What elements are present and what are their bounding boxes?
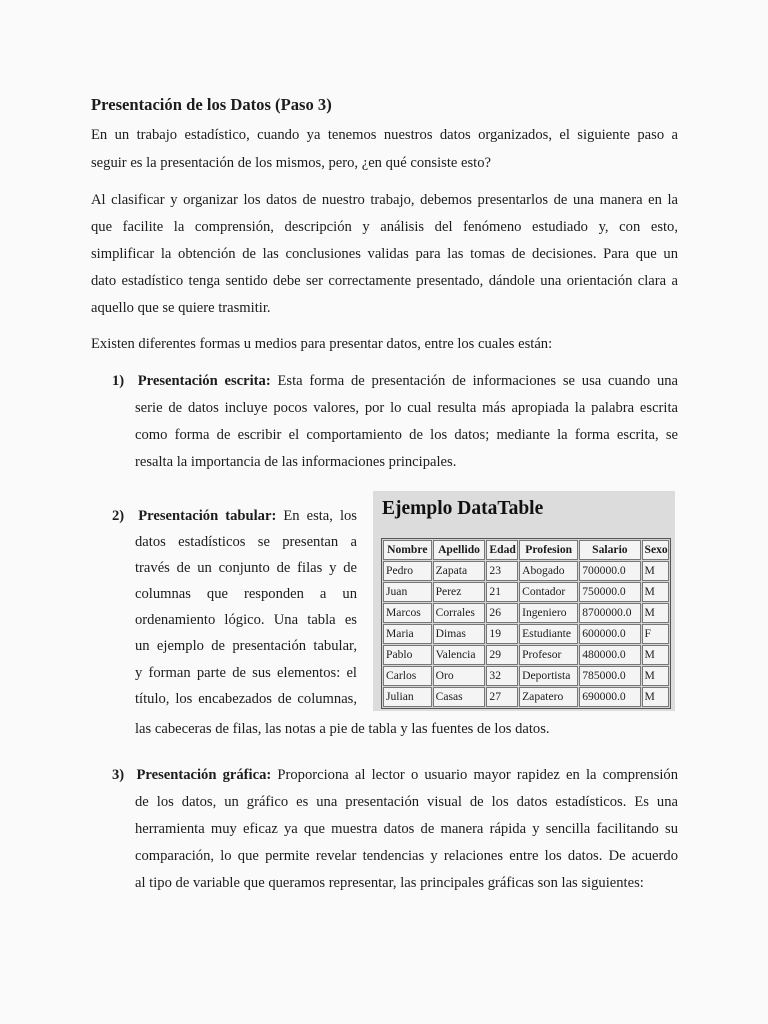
table-cell: Carlos — [383, 666, 432, 686]
table-cell: M — [642, 582, 669, 602]
table-row — [383, 582, 669, 602]
table-cell: 32 — [486, 666, 518, 686]
table-cell: 23 — [486, 561, 518, 581]
table-cell: Estudiante — [519, 624, 578, 644]
figure-title: Ejemplo DataTable — [382, 498, 544, 519]
table-cell: 26 — [486, 603, 518, 623]
table-cell: M — [642, 666, 669, 686]
table-cell: 19 — [486, 624, 518, 644]
item-number: 2) — [112, 508, 125, 524]
list-item-escrita — [112, 372, 678, 390]
table-row — [383, 561, 669, 581]
table-cell: Casas — [433, 687, 486, 707]
table-cell: Dimas — [433, 624, 486, 644]
item-line: al tipo de variable que queramos representar, las principales gráficas son las siguientes: — [135, 875, 644, 891]
item-line: resalta la importancia de las informaciones principales. — [135, 454, 457, 470]
item-line: comparación, lo que permite revelar tendencias y relaciones entre los datos. De acuerdo — [135, 848, 678, 864]
list-item-grafica — [112, 766, 678, 784]
table-cell: Ingeniero — [519, 603, 578, 623]
table-cell: Pedro — [383, 561, 432, 581]
table-cell: Contador — [519, 582, 578, 602]
page-title: Presentación de los Datos (Paso 3) — [91, 95, 332, 114]
table-cell: M — [642, 561, 669, 581]
paragraph-line: que facilite la comprensión, descripción y análisis del fenómeno estudiado y, con esto, — [91, 219, 678, 235]
column-header: Apellido — [433, 540, 486, 560]
table-cell: Marcos — [383, 603, 432, 623]
item-line: serie de datos incluye pocos valores, por lo cual resulta más apropiada la palabra escrita — [135, 400, 678, 416]
table-cell: Oro — [433, 666, 486, 686]
table-cell: Deportista — [519, 666, 578, 686]
table-cell: 700000.0 — [579, 561, 640, 581]
item-text: En esta, los — [283, 508, 357, 524]
table-row — [383, 645, 669, 665]
table-cell: Perez — [433, 582, 486, 602]
table-cell: 750000.0 — [579, 582, 640, 602]
datatable-figure — [373, 491, 675, 711]
list-item-tabular — [112, 507, 357, 525]
paragraph-line: Existen diferentes formas u medios para presentar datos, entre los cuales están: — [91, 336, 553, 352]
item-number: 3) — [112, 767, 125, 783]
table-cell: Pablo — [383, 645, 432, 665]
table-cell: F — [642, 624, 669, 644]
table-cell: M — [642, 645, 669, 665]
table-cell: 27 — [486, 687, 518, 707]
column-header: Nombre — [383, 540, 432, 560]
item-text: Proporciona al lector o usuario mayor rapidez en la comprensión — [277, 767, 679, 783]
table-cell: Valencia — [433, 645, 486, 665]
item-number: 1) — [112, 373, 125, 389]
table-cell: 690000.0 — [579, 687, 640, 707]
item-line: columnas que responden a un — [135, 586, 357, 602]
table-cell: Zapatero — [519, 687, 578, 707]
paragraph-line: dato estadístico tenga sentido debe ser correctamente presentado, dándole una orientación clara a — [91, 273, 678, 289]
column-header: Salario — [579, 540, 640, 560]
paragraph-line: simplificar la obtención de las conclusiones validas para las tomas de decisiones. Para que un — [91, 246, 678, 262]
column-header: Edad — [486, 540, 518, 560]
item-line: un ejemplo de presentación tabular, — [135, 638, 357, 654]
table-cell: 29 — [486, 645, 518, 665]
table-cell: 785000.0 — [579, 666, 640, 686]
item-line: título, los encabezados de columnas, — [135, 691, 357, 707]
item-line: través de un conjunto de filas y de — [135, 560, 357, 576]
table-cell: Julian — [383, 687, 432, 707]
table-row — [383, 666, 669, 686]
item-text: Esta forma de presentación de informaciones se usa cuando una — [277, 373, 679, 389]
intro-line: En un trabajo estadístico, cuando ya tenemos nuestros datos organizados, el siguiente paso a — [91, 127, 678, 143]
table-cell: Zapata — [433, 561, 486, 581]
table-cell: M — [642, 603, 669, 623]
table-cell: 600000.0 — [579, 624, 640, 644]
table-header-row — [383, 540, 669, 560]
item-line: ordenamiento lógico. Una tabla es — [135, 612, 357, 628]
item-line: datos estadísticos se presentan a — [135, 534, 357, 550]
table-cell: Maria — [383, 624, 432, 644]
table-cell: 480000.0 — [579, 645, 640, 665]
table-cell: 8700000.0 — [579, 603, 640, 623]
data-table — [381, 538, 671, 709]
column-header: Sexo — [642, 540, 669, 560]
table-cell: Juan — [383, 582, 432, 602]
intro-line: seguir es la presentación de los mismos, pero, ¿en qué consiste esto? — [91, 155, 492, 171]
table-cell: M — [642, 687, 669, 707]
item-term: Presentación tabular: — [138, 508, 277, 524]
table-cell: Corrales — [433, 603, 486, 623]
item-line: las cabeceras de filas, las notas a pie de tabla y las fuentes de los datos. — [135, 721, 550, 737]
table-cell: Profesor — [519, 645, 578, 665]
item-term: Presentación escrita: — [137, 373, 271, 389]
paragraph-line: Al clasificar y organizar los datos de nuestro trabajo, debemos presentarlos de una manera en la — [91, 192, 678, 208]
column-header: Profesion — [519, 540, 578, 560]
item-line: y forman parte de sus elementos: el — [135, 665, 357, 681]
table-row — [383, 624, 669, 644]
item-line: de los datos, un gráfico es una presentación visual de los datos estadísticos. Es una — [135, 794, 678, 810]
table-cell: Abogado — [519, 561, 578, 581]
item-line: herramienta muy eficaz ya que muestra datos de manera rápida y sencilla facilitando su — [135, 821, 678, 837]
table-row — [383, 603, 669, 623]
paragraph-line: aquello que se quiere trasmitir. — [91, 300, 271, 316]
table-row — [383, 687, 669, 707]
item-term: Presentación gráfica: — [136, 767, 272, 783]
item-line: como forma de escribir el comportamiento de los datos; mediante la forma escrita, se — [135, 427, 678, 443]
table-cell: 21 — [486, 582, 518, 602]
